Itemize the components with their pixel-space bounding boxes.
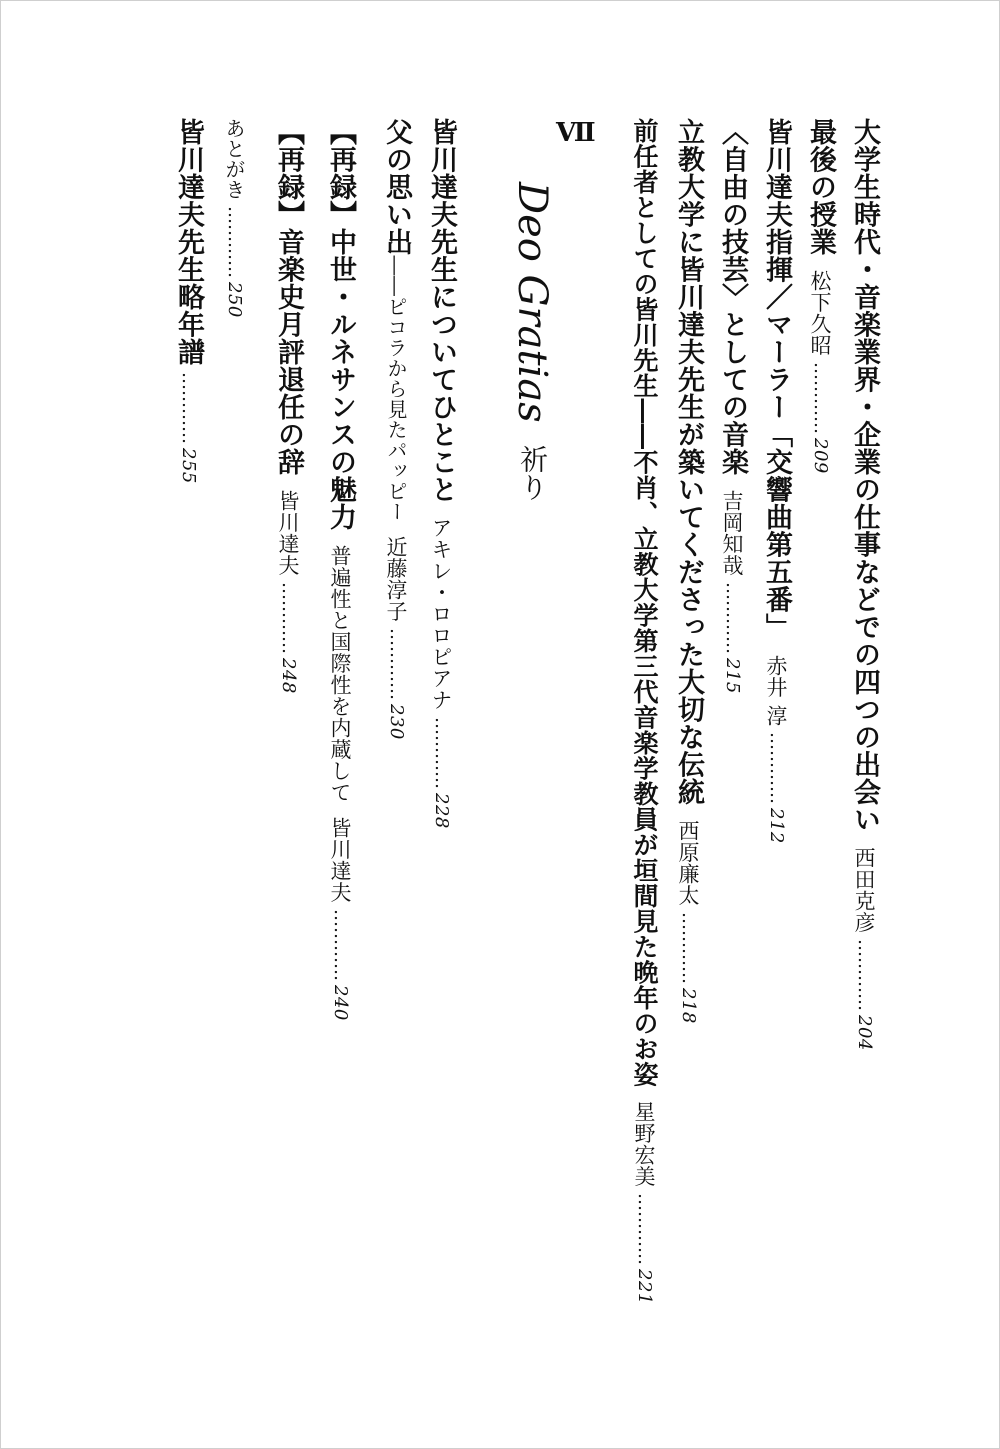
section-title-ja: 祈り (516, 444, 549, 501)
entry-subtitle: 普遍性と国際性を内蔵して (328, 544, 352, 803)
entry-title: あとがき (222, 118, 246, 200)
toc-entry[interactable] (846, 118, 882, 1051)
leader-dots: ………… (678, 911, 699, 984)
page-number: 218 (678, 987, 699, 1024)
section-title (509, 182, 555, 501)
leader-dots: ………… (634, 1193, 655, 1265)
leader-dots: ………… (854, 939, 875, 1011)
entry-title: 前任者としての皆川先生――不肖、立教大学第三代音楽学教員が垣間見た晩年のお姿 (630, 118, 659, 1087)
leader-dots: ………… (810, 361, 831, 434)
leader-dots: ………… (722, 581, 743, 654)
entry-author: 近藤淳子 (384, 536, 408, 622)
entry-subtitle: ――ピコラから見たパッピー (384, 255, 408, 522)
leader-dots: ………… (178, 371, 199, 444)
leader-dots: ………… (766, 732, 787, 805)
entry-title: 最後の授業 (805, 118, 836, 256)
entry-title: 中世・ルネサンスの魅力 (325, 228, 356, 531)
leader-dots: ………… (386, 628, 407, 700)
toc-entry[interactable] (216, 118, 252, 318)
section-number: Ⅶ (556, 118, 596, 148)
page-number: 228 (431, 792, 452, 829)
page-number: 212 (766, 808, 787, 845)
leader-dots: ………… (431, 716, 452, 789)
entry-title: 父の思い出 (381, 118, 412, 256)
entry-prefix: 【再録】 (325, 118, 356, 228)
entry-title: 立教大学に皆川達夫先生が築いてくださった大切な伝統 (673, 118, 704, 806)
page-number: 204 (854, 1015, 875, 1051)
toc-entry[interactable] (714, 118, 750, 693)
page-number: 230 (386, 704, 407, 740)
toc-entry[interactable] (802, 118, 838, 473)
entry-author: 西原廉太 (676, 819, 700, 906)
toc-entry[interactable] (626, 118, 662, 1305)
page-number: 255 (178, 447, 199, 484)
entry-author: 松下久昭 (808, 269, 832, 356)
leader-dots: ………… (330, 908, 351, 981)
entry-prefix: 【再録】 (273, 118, 304, 228)
toc-entry[interactable] (758, 118, 794, 844)
entry-title: 皆川達夫先生についてひとこと (426, 118, 457, 503)
entry-title: 皆川達夫先生略年譜 (173, 118, 204, 366)
page-number: 215 (722, 657, 743, 694)
page-number: 250 (224, 282, 245, 318)
entry-author: アキレ・ロロピアナ (429, 517, 453, 711)
page-number: 240 (330, 984, 351, 1021)
toc-entry[interactable] (670, 118, 706, 1023)
page-number: 221 (634, 1269, 655, 1305)
entry-title: 音楽史月評退任の辞 (273, 228, 304, 476)
page-number: 248 (278, 657, 299, 694)
entry-author: 星野宏美 (632, 1101, 656, 1187)
toc-entry[interactable] (270, 118, 306, 693)
entry-author: 皆川達夫 (328, 816, 352, 903)
entry-author: 赤井 淳 (764, 654, 788, 727)
entry-title: 〈自由の技芸〉としての音楽 (717, 118, 748, 476)
toc-entry[interactable] (423, 118, 459, 828)
toc-entry[interactable] (378, 118, 414, 740)
section-title-latin: Deo Gratias (509, 182, 555, 423)
leader-dots: ………… (278, 581, 299, 654)
entry-title: 皆川達夫指揮／マーラー「交響曲第五番」 (761, 118, 792, 641)
entry-author: 西田克彦 (852, 847, 876, 933)
toc-entry[interactable] (170, 118, 206, 483)
entry-author: 吉岡知哉 (720, 489, 744, 576)
page-number: 209 (810, 437, 831, 474)
leader-dots: ………… (224, 206, 245, 278)
entry-author: 皆川達夫 (276, 489, 300, 576)
entry-title: 大学生時代・音楽業界・企業の仕事などでの四つの出会い (849, 118, 880, 833)
toc-entry[interactable] (322, 118, 358, 1020)
